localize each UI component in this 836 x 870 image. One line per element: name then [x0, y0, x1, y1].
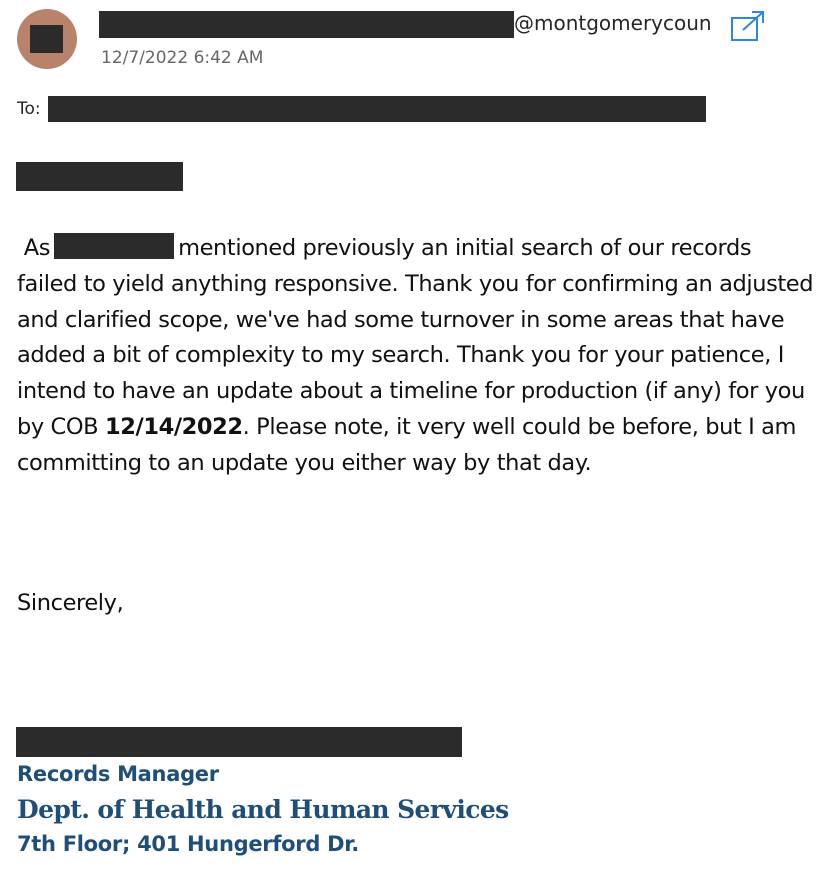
- closing-text: Sincerely,: [17, 590, 124, 616]
- signature-name-redaction: [16, 727, 462, 757]
- message-body: [17, 231, 817, 482]
- signature-address: 7th Floor; 401 Hungerford Dr.: [17, 832, 359, 856]
- body-text-main: mentioned previously an initial search of our records failed to yield anything responsive. Thank you for confirming an adjusted and clarified scope, we've had some turnover in some areas that have added a bit of complexity to my search. Thank you for your patience, I intend to have an update about a timeline for production (if any) for you by COB: [17, 235, 814, 440]
- signature-title: Records Manager: [17, 762, 219, 786]
- deadline-date: 12/14/2022: [104, 413, 243, 440]
- to-label: To:: [17, 99, 41, 119]
- sender-email-domain[interactable]: @montgomerycoun: [514, 11, 712, 35]
- recipient-redaction: [48, 96, 706, 122]
- message-timestamp: 12/7/2022 6:42 AM: [101, 48, 264, 68]
- sender-name-redaction: [99, 11, 514, 38]
- sender-avatar[interactable]: [17, 9, 77, 69]
- signature-department: Dept. of Health and Human Services: [17, 795, 509, 824]
- salutation-redaction: [16, 162, 183, 191]
- avatar-redaction: [30, 25, 63, 53]
- body-text-start: As: [23, 235, 51, 261]
- body-text-end: . Please note, it very well could be before, but I am committing to an update you either way by that day.: [17, 413, 797, 476]
- name-redaction: [54, 233, 174, 259]
- popout-icon[interactable]: [730, 9, 766, 43]
